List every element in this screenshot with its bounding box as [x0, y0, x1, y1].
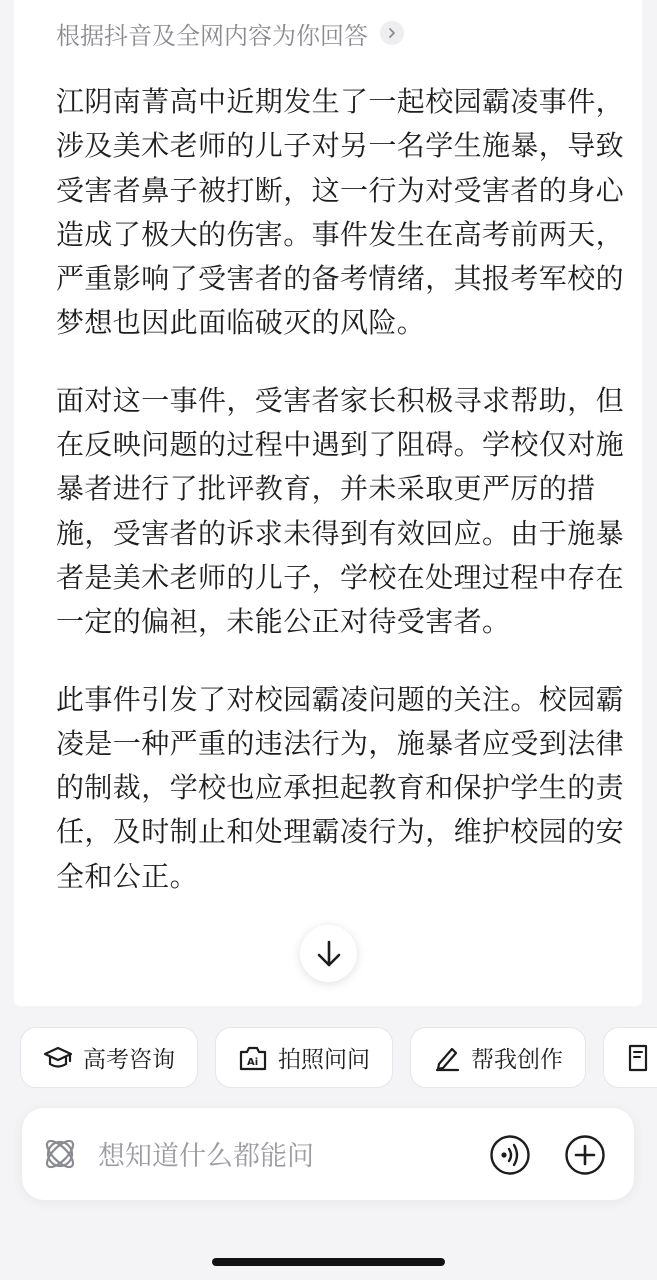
ai-atom-icon [40, 1134, 80, 1178]
chip-label: 高考咨询 [83, 1047, 175, 1073]
voice-wave-icon [489, 1134, 531, 1176]
answer-paragraph: 此事件引发了对校园霸凌问题的关注。校园霸凌是一种严重的违法行为，施暴者应受到法律的制裁，学校也应承担起教育和保护学生的责任，及时制止和处理霸凌行为，维护校园的安全和公正。 [56, 682, 625, 893]
answer-paragraph: 面对这一事件，受害者家长积极寻求帮助，但在反映问题的过程中遇到了阻碍。学校仅对施暴者进行了批评教育，并未采取更严厉的措施，受害者的诉求未得到有效回应。由于施暴者是美术老师的儿子，学校在处理过程中存在一定的偏袒，未能公正对待受害者。 [56, 383, 625, 639]
home-indicator[interactable] [212, 1258, 445, 1266]
arrow-down-icon [315, 939, 343, 969]
chip-label: 拍照问问 [278, 1047, 370, 1073]
svg-text:Ai: Ai [247, 1056, 259, 1068]
scroll-to-bottom-button[interactable] [300, 925, 357, 982]
answer-paragraph: 江阴南菁高中近期发生了一起校园霸凌事件，涉及美术老师的儿子对另一名学生施暴，导致受害者鼻子被打断，这一行为对受害者的身心造成了极大的伤害。事件发生在高考前两天，严重影响了受害者的备考情绪，其报考军校的梦想也因此面临破灭的风险。 [56, 85, 625, 340]
chip-document-ai[interactable] [603, 1027, 657, 1088]
source-label: 根据抖音及全网内容为你回答 [56, 21, 368, 50]
source-link[interactable] [56, 14, 404, 52]
chevron-right-icon [380, 21, 404, 45]
chat-input-bar [22, 1108, 634, 1200]
chip-photo-ask[interactable] [215, 1027, 393, 1088]
graduation-cap-icon [43, 1045, 73, 1071]
chip-gaokao-consult[interactable] [20, 1027, 198, 1088]
chip-help-create[interactable] [410, 1027, 586, 1088]
add-attachment-button[interactable] [564, 1134, 606, 1180]
answer-text [56, 80, 636, 932]
quick-action-chips [20, 1027, 657, 1088]
answer-card [14, 0, 642, 1006]
chip-label: 帮我创作 [471, 1047, 563, 1073]
voice-call-button[interactable] [489, 1134, 531, 1180]
pen-icon [433, 1044, 461, 1072]
camera-ai-icon [238, 1044, 268, 1072]
document-ai-icon [626, 1043, 654, 1073]
chat-input[interactable]: 想知道什么都能问 [98, 1141, 314, 1172]
plus-icon [564, 1134, 606, 1176]
